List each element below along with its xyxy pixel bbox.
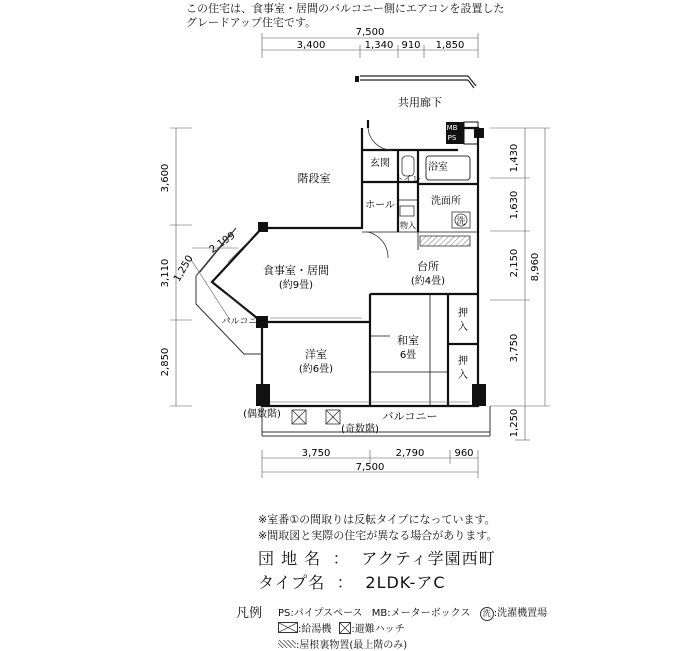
dining-size: (約9畳) <box>278 280 314 291</box>
note-1: ※室番①の間取りは反転タイプになっています。 <box>258 513 496 526</box>
oshiire-1-top: 押 <box>458 308 468 319</box>
legend-wash-icon: 洗 <box>480 607 494 621</box>
odd-floor-label: (奇数階) <box>341 424 379 435</box>
type-label: タイプ名 <box>258 573 326 592</box>
evacuation-hatch-icon <box>292 410 340 424</box>
top-total-dim: 7,500 <box>355 27 385 38</box>
bottom-dim-2: 2,790 <box>395 448 425 459</box>
oshiire-2-top: 押 <box>458 356 468 367</box>
legend-row-3 <box>278 636 407 651</box>
water-heater-icon <box>278 622 298 633</box>
storage-box <box>400 206 414 216</box>
bottom-total-dim: 7,500 <box>355 462 385 473</box>
legend-mb: MB:メーターボックス <box>371 608 471 619</box>
legend-wash: :洗濯機置場 <box>493 608 548 619</box>
oshiire-2-bottom: 入 <box>458 370 468 381</box>
diag-dim: 2,199 <box>207 230 238 256</box>
youshitsu-size: (約6畳) <box>298 364 334 375</box>
right-dim-3: 2,150 <box>509 248 520 278</box>
dining-label: 食事室・居間 <box>263 264 329 277</box>
corridor-label: 共用廊下 <box>398 96 442 109</box>
top-dim-3: 910 <box>401 40 421 51</box>
intro-line-1: この住宅は、食事室・居間のバルコニー側にエアコンを設置した <box>186 2 505 15</box>
bath-label: 浴室 <box>428 162 448 173</box>
side-balcony-label: バルコニー <box>221 317 267 327</box>
type-row <box>258 570 446 593</box>
right-dimension-lines <box>490 128 550 440</box>
main-balcony-label: バルコニー <box>382 410 438 423</box>
type-separator: ： <box>336 573 354 592</box>
legend-heater: :給湯機 <box>298 624 332 635</box>
note-2: ※間取図と実際の住宅が異なる場合があります。 <box>258 529 498 542</box>
hall-label: ホール <box>365 200 395 211</box>
right-dim-5: 1,250 <box>509 408 520 438</box>
danchi-label: 団 地 名 <box>258 549 322 568</box>
hatch-icon <box>339 622 351 634</box>
left-dim-3: 1,250 <box>171 253 196 284</box>
genkan-label: 玄関 <box>370 158 390 169</box>
bottom-dim-1: 3,750 <box>301 448 331 459</box>
even-floor-label: (偶数階) <box>243 409 281 420</box>
legend-ps: PS:パイプスペース <box>278 608 363 619</box>
washitsu-size: 6畳 <box>399 350 417 361</box>
side-balcony-outline <box>196 228 262 354</box>
corridor-railing <box>360 76 476 88</box>
top-dim-1: 3,400 <box>296 40 326 51</box>
youshitsu-label: 洋室 <box>305 348 327 361</box>
mb-label: MB <box>446 124 458 132</box>
oshiire-1-bottom: 入 <box>458 322 468 333</box>
left-dim-4: 2,850 <box>160 347 171 377</box>
top-dim-2: 1,340 <box>364 40 394 51</box>
stairs-label: 階段室 <box>297 172 331 185</box>
danchi-row <box>258 546 496 569</box>
bottom-dim-3: 960 <box>454 448 474 459</box>
toilet-label: トイレ <box>394 175 422 185</box>
legend-title: 凡例 <box>236 606 263 621</box>
notes <box>258 512 497 544</box>
washing-machine-label: 洗 <box>456 217 466 227</box>
washitsu-label: 和室 <box>397 334 419 347</box>
right-dim-1: 1,430 <box>509 143 520 173</box>
top-dim-4: 1,850 <box>435 40 465 51</box>
intro-line-2: グレードアップ住宅です。 <box>186 16 317 29</box>
left-dim-2: 3,110 <box>160 258 171 288</box>
right-dim-2: 1,630 <box>509 190 520 220</box>
legend-row-2 <box>278 620 405 635</box>
railing-post <box>355 76 359 82</box>
attic-storage-icon <box>278 640 296 648</box>
right-total-dim: 8,960 <box>530 252 541 282</box>
left-dim-1: 3,600 <box>160 163 171 193</box>
toilet-fixture <box>402 156 414 176</box>
ps-label: PS <box>447 134 457 142</box>
kitchen-counter <box>420 236 470 246</box>
legend-row-1 <box>278 604 547 621</box>
danchi-separator: ： <box>332 549 350 568</box>
right-dim-4: 3,750 <box>509 333 520 363</box>
wash-label: 洗面所 <box>431 196 461 207</box>
danchi-value: アクティ学園西町 <box>361 549 496 568</box>
hall-door-swing <box>368 232 388 258</box>
storage-label: 物入 <box>400 221 416 230</box>
type-value: 2LDK-アC <box>365 573 446 592</box>
legend-attic: :屋根裏物置(最上階のみ) <box>296 640 408 651</box>
kitchen-label: 台所 <box>417 260 439 273</box>
legend-hatch: :避難ハッチ <box>351 624 405 635</box>
kitchen-size: (約4畳) <box>410 276 446 287</box>
entry-door-swing <box>368 128 392 150</box>
